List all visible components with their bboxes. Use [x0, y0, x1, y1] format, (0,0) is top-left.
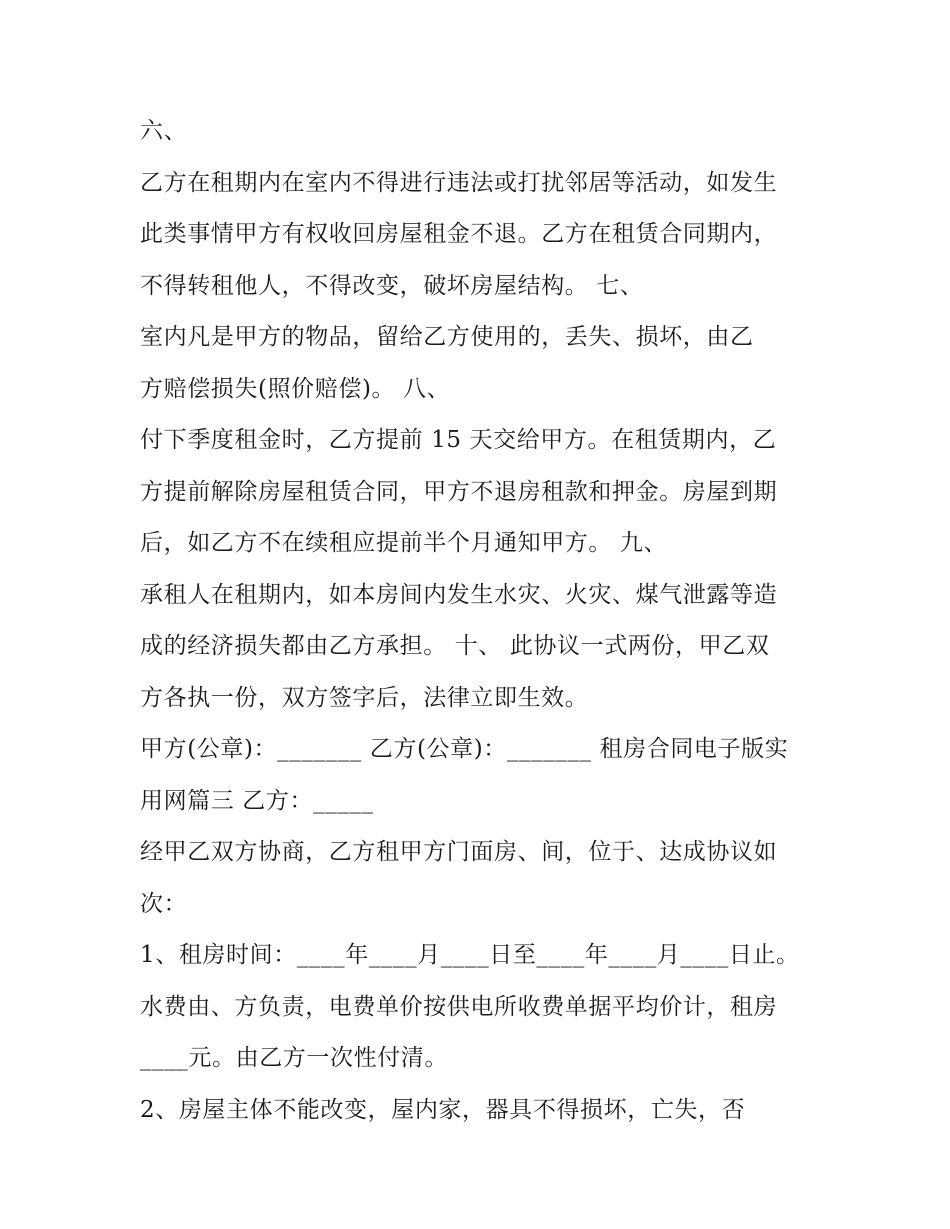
text-line: 方各执一份，双方签字后，法律立即生效。 — [140, 684, 589, 711]
text-line: ____元。由乙方一次性付清。 — [140, 1045, 448, 1071]
text-line: 此类事情甲方有权收回房屋租金不退。乙方在租赁合同期内， — [140, 221, 778, 247]
text-line: 承租人在租期内，如本房间内发生水灾、火灾、煤气泄露等造 — [140, 581, 778, 608]
text-line: 不得转租他人，不得改变，破坏房屋结构。 七、 — [140, 272, 644, 299]
text-line: 付下季度租金时，乙方提前 15 天交给甲方。在租赁期内，乙 — [140, 427, 777, 453]
text-line: 次： — [140, 890, 188, 917]
text-line: 用网篇三 乙方：_____ — [140, 787, 374, 814]
contract-body-text — [140, 106, 820, 1136]
text-line: 室内凡是甲方的物品，留给乙方使用的，丢失、损坏，由乙 — [140, 324, 754, 350]
text-line: 乙方在租期内在室内不得进行违法或打扰邻居等活动，如发生 — [140, 169, 778, 196]
text-line: 成的经济损失都由乙方承担。 十、 此协议一式两份，甲乙双 — [140, 633, 770, 659]
signature-line: 甲方(公章)：_______ 乙方(公章)：_______ 租房合同电子版实 — [140, 736, 789, 762]
text-line: 经甲乙双方协商，乙方租甲方门面房、间，位于、达成协议如 — [140, 839, 778, 865]
text-line: 2、房屋主体不能改变，屋内家，器具不得损坏，亡失，否 — [140, 1096, 746, 1123]
rental-period-line: 1、租房时间：____年____月____日至____年____月____日止。 — [140, 942, 800, 968]
text-line: 水费由、方负责，电费单价按供电所收费单据平均价计，租房 — [140, 993, 778, 1020]
text-line: 后，如乙方不在续租应提前半个月通知甲方。 九、 — [140, 530, 668, 556]
text-line: 六、 — [140, 118, 188, 144]
text-line: 方提前解除房屋租赁合同，甲方不退房租款和押金。房屋到期 — [140, 478, 778, 505]
text-line: 方赔偿损失(照价赔偿)。 八、 — [140, 375, 451, 402]
